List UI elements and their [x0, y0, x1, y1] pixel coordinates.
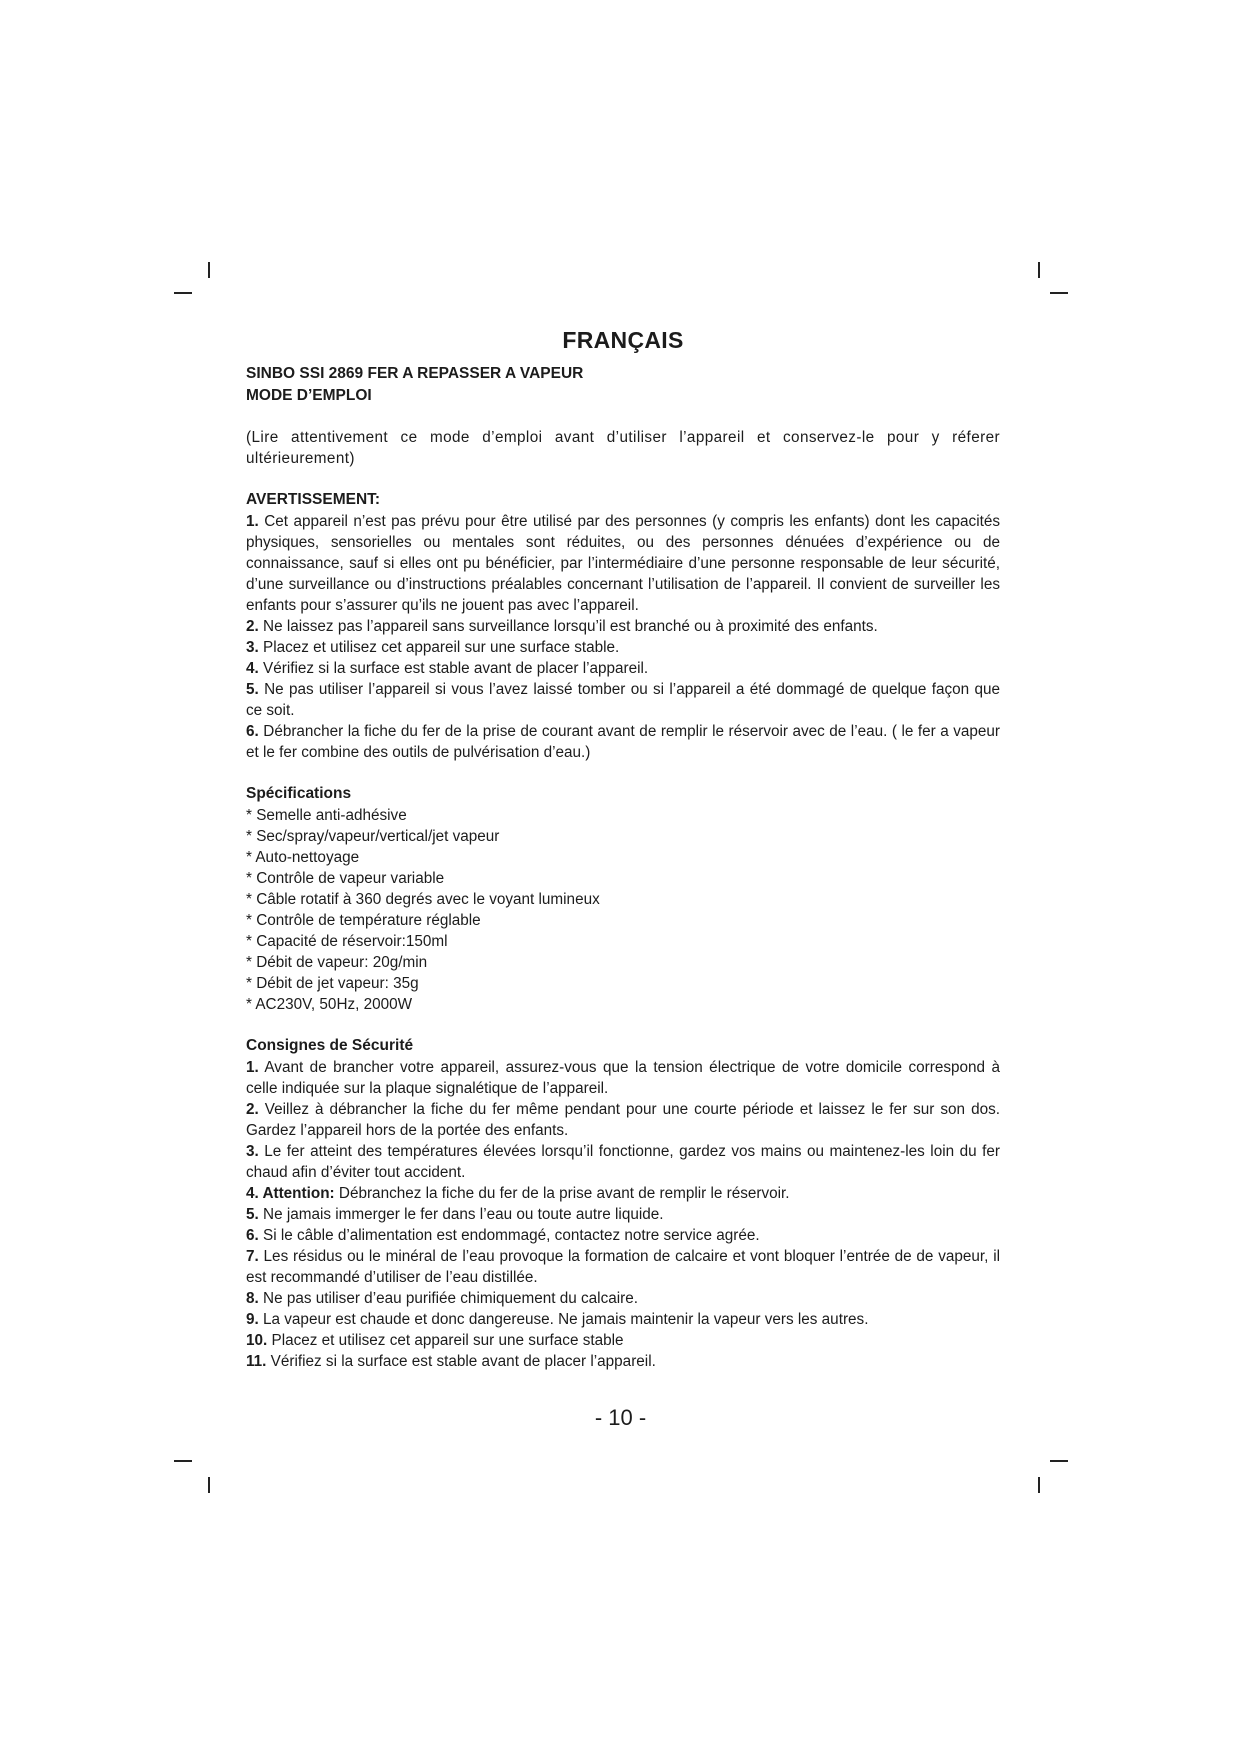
page-content — [246, 327, 1000, 1372]
safety-list — [246, 1057, 1000, 1372]
item-number: 7. — [246, 1248, 259, 1265]
item-number: 2. — [246, 618, 259, 635]
item-number: 4. — [246, 660, 259, 677]
crop-mark-bottom-left-vertical — [208, 1477, 210, 1493]
safety-item — [246, 1225, 1000, 1246]
spec-item: * Auto-nettoyage — [246, 849, 360, 866]
safety-item — [246, 1141, 1000, 1183]
crop-mark-top-right-horizontal — [1050, 292, 1068, 294]
item-number: 9. — [246, 1311, 259, 1328]
safety-item — [246, 1057, 1000, 1099]
item-text: Avant de brancher votre appareil, assurez-vous que la tension électrique de votre domicile correspond à celle indiquée sur la plaque signalétique de l’appareil. — [246, 1059, 1000, 1097]
page-number: - 10 - — [594, 1405, 647, 1430]
safety-item — [246, 1246, 1000, 1288]
warning-item — [246, 616, 1000, 637]
item-number: 2. — [246, 1101, 259, 1118]
item-text: Ne pas utiliser l’appareil si vous l’avez laissé tomber ou si l’appareil a été dommagé de quelque façon que ce soit. — [246, 681, 1000, 719]
safety-item — [246, 1183, 1000, 1204]
item-number: 10. — [246, 1332, 268, 1349]
language-heading: FRANÇAIS — [562, 327, 684, 353]
item-number: 8. — [246, 1290, 259, 1307]
item-text: Le fer atteint des températures élevées lorsqu’il fonctionne, gardez vos mains ou maintenez-les loin du fer chaud afin d’éviter tout accident. — [246, 1143, 1000, 1181]
spec-item: * Capacité de réservoir:150ml — [246, 933, 448, 950]
warning-item — [246, 658, 1000, 679]
item-text: Ne jamais immerger le fer dans l’eau ou toute autre liquide. — [258, 1206, 664, 1223]
item-text: Ne pas utiliser d’eau purifiée chimiquement du calcaire. — [258, 1290, 638, 1307]
crop-mark-bottom-right-horizontal — [1050, 1460, 1068, 1462]
spec-item: * Sec/spray/vapeur/vertical/jet vapeur — [246, 828, 500, 845]
product-title: SINBO SSI 2869 FER A REPASSER A VAPEUR — [246, 365, 584, 382]
safety-item — [246, 1204, 1000, 1225]
item-number: 6. — [246, 723, 259, 740]
safety-item — [246, 1099, 1000, 1141]
item-number: 6. — [246, 1227, 259, 1244]
item-text: Si le câble d’alimentation est endommagé, contactez notre service agrée. — [258, 1227, 760, 1244]
crop-mark-top-left-horizontal — [174, 292, 192, 294]
warning-item — [246, 511, 1000, 616]
safety-item — [246, 1351, 1000, 1372]
item-text: Vérifiez si la surface est stable avant de placer l’appareil. — [258, 660, 649, 677]
document-type: MODE D’EMPLOI — [246, 387, 372, 404]
item-text: Ne laissez pas l’appareil sans surveillance lorsqu’il est branché ou à proximité des enfants. — [258, 618, 878, 635]
warning-item — [246, 637, 1000, 658]
crop-mark-bottom-left-horizontal — [174, 1460, 192, 1462]
item-text: Cet appareil n’est pas prévu pour être utilisé par des personnes (y compris les enfants) dont les capacités physiques, sensorielles ou mentales sont réduites, ou des personnes dénuées d’expérience ou de connaissance, sauf si elles ont pu bénéficier, par l’intermédiaire d’une personne responsable de leur sécurité, d’une surveillance ou d’instructions préalables concernant l’utilisation de l’appareil. Il convient de surveiller les enfants pour s’assurer qu’ils ne jouent pas avec l’appareil. — [246, 513, 1000, 614]
item-number: 1. — [246, 513, 259, 530]
warning-item — [246, 679, 1000, 721]
spec-item: * Débit de vapeur: 20g/min — [246, 954, 428, 971]
item-number: 5. — [246, 681, 259, 698]
item-text: La vapeur est chaude et donc dangereuse. Ne jamais maintenir la vapeur vers les autres. — [258, 1311, 869, 1328]
spec-item: * Contrôle de vapeur variable — [246, 870, 445, 887]
safety-heading: Consignes de Sécurité — [246, 1037, 414, 1054]
item-text: Les résidus ou le minéral de l’eau provoque la formation de calcaire et vont bloquer l’entrée de de vapeur, il est recommandé d’utiliser de l’eau distillée. — [246, 1248, 1000, 1286]
spec-item: * Débit de jet vapeur: 35g — [246, 975, 419, 992]
specifications-list — [246, 805, 1000, 1015]
item-text: Débranchez la fiche du fer de la prise avant de remplir le réservoir. — [334, 1185, 790, 1202]
item-text: Placez et utilisez cet appareil sur une surface stable — [267, 1332, 624, 1349]
spec-item: * AC230V, 50Hz, 2000W — [246, 996, 413, 1013]
item-number: 11. — [246, 1353, 267, 1370]
spec-item: * Contrôle de température réglable — [246, 912, 481, 929]
warning-item — [246, 721, 1000, 763]
warning-heading: AVERTISSEMENT: — [246, 491, 381, 508]
item-number: 3. — [246, 639, 259, 656]
item-text: Débrancher la fiche du fer de la prise de courant avant de remplir le réservoir avec de l’eau. ( le fer a vapeur et le fer combine des outils de pulvérisation d’eau.) — [246, 723, 1000, 761]
crop-mark-top-right-vertical — [1038, 262, 1040, 278]
crop-mark-bottom-right-vertical — [1038, 1477, 1040, 1493]
item-text: Vérifiez si la surface est stable avant de placer l’appareil. — [266, 1353, 656, 1370]
warning-list — [246, 511, 1000, 763]
item-text: Veillez à débrancher la fiche du fer même pendant pour une courte période et laissez le fer sur son dos. Gardez l’appareil hors de la portée des enfants. — [246, 1101, 1000, 1139]
spec-item: * Câble rotatif à 360 degrés avec le voyant lumineux — [246, 891, 600, 908]
item-number: 1. — [246, 1059, 259, 1076]
item-number: 4. Attention: — [246, 1185, 335, 1202]
crop-mark-top-left-vertical — [208, 262, 210, 278]
item-number: 3. — [246, 1143, 259, 1160]
safety-item — [246, 1330, 1000, 1351]
spec-item: * Semelle anti-adhésive — [246, 807, 407, 824]
item-number: 5. — [246, 1206, 259, 1223]
safety-item — [246, 1309, 1000, 1330]
specifications-heading: Spécifications — [246, 785, 352, 802]
safety-item — [246, 1288, 1000, 1309]
intro-note: (Lire attentivement ce mode d’emploi avant d’utiliser l’appareil et conservez-le pour y réferer ultérieurement) — [246, 429, 1000, 467]
item-text: Placez et utilisez cet appareil sur une surface stable. — [258, 639, 620, 656]
